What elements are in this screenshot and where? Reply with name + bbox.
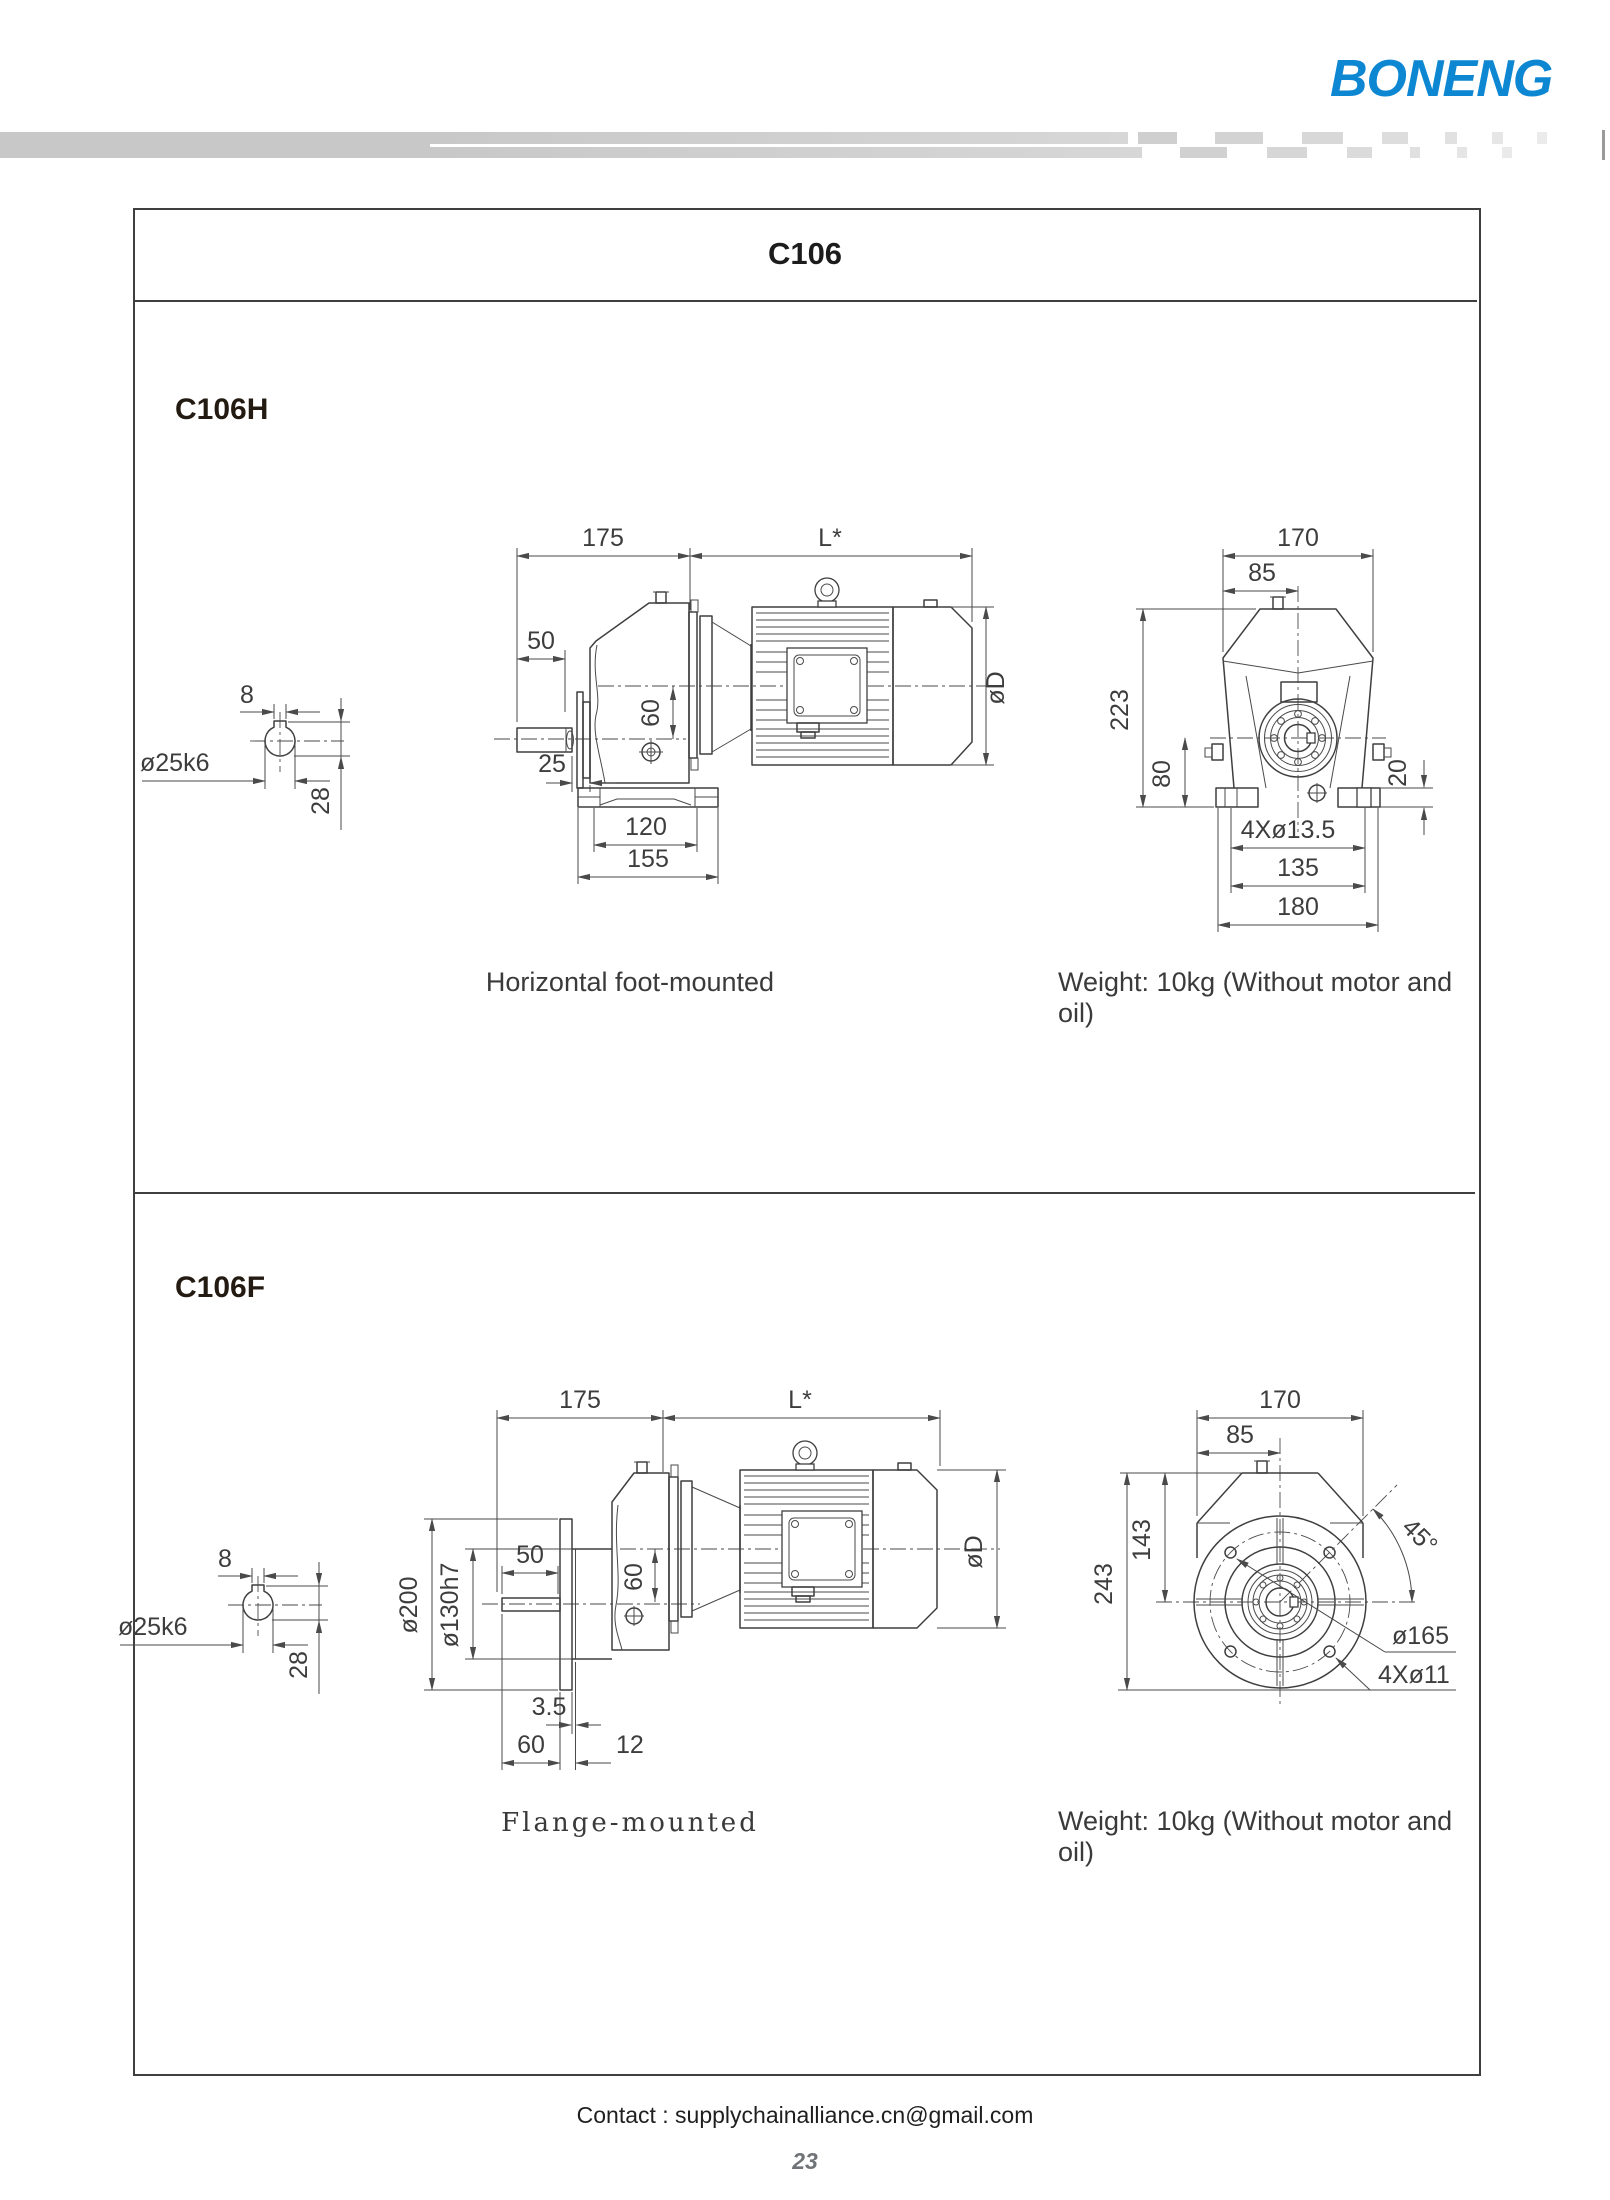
dim-h-hole-span: 135 (1277, 854, 1319, 882)
c106h-front-view-drawing (1106, 524, 1433, 932)
dim-f-shaft-diameter: ø25k6 (118, 1613, 188, 1641)
dim-h-gearbox-length: 175 (582, 524, 624, 552)
section-label-c106f: C106F (175, 1271, 266, 1304)
sheet-title: C106 (133, 208, 1477, 302)
dim-h-front-height: 223 (1106, 689, 1134, 731)
dim-h-motor-diameter: øD (982, 671, 1010, 705)
dim-h-shaft-length: 50 (527, 627, 555, 655)
boneng-logo: BONENG (1330, 50, 1553, 108)
c106h-side-view-drawing (494, 524, 1010, 884)
dim-h-foot-holes: 4Xø13.5 (1240, 816, 1336, 844)
c106f-side-view-drawing (395, 1386, 1006, 1770)
dim-f-spigot-diameter: ø130h7 (436, 1562, 464, 1648)
dim-h-key-width: 8 (240, 681, 254, 709)
caption-c106h-mounting: Horizontal foot-mounted (485, 967, 775, 997)
dim-f-shaft-length: 50 (516, 1541, 544, 1569)
dim-f-3-5: 3.5 (531, 1693, 567, 1721)
dim-f-bolt-angle: 45° (1396, 1513, 1443, 1560)
dim-f-shaft-height: 28 (285, 1651, 313, 1679)
footer-contact: Contact : supplychainalliance.cn@gmail.com (576, 2102, 1034, 2128)
caption-c106f-mounting: Flange-mounted (501, 1808, 759, 1838)
dim-h-front-width-half: 85 (1248, 559, 1276, 587)
dim-f-holes: 4Xø11 (1378, 1661, 1450, 1689)
dim-f-gearbox-length: 175 (559, 1386, 601, 1414)
caption-c106h-weight: Weight: 10kg (Without motor and oil) (1058, 967, 1453, 1028)
dim-f-axis-offset: 60 (620, 1563, 648, 1591)
c106f-shaft-detail-drawing (118, 1545, 328, 1694)
dim-f-front-width: 170 (1259, 1386, 1301, 1414)
section-label-c106h: C106H (175, 393, 269, 426)
dim-h-foot-width: 180 (1277, 893, 1319, 921)
dim-h-shaft-diameter: ø25k6 (140, 749, 210, 777)
c106f-front-view-drawing (1090, 1386, 1456, 1708)
dim-f-motor-diameter: øD (960, 1535, 988, 1569)
dim-h-motor-length: L* (818, 524, 842, 552)
dim-h-axis-offset: 60 (637, 699, 665, 727)
dim-f-flange-thickness: 12 (616, 1731, 644, 1759)
caption-c106f-weight: Weight: 10kg (Without motor and oil) (1058, 1806, 1453, 1867)
dim-f-key-width: 8 (218, 1545, 232, 1573)
dim-h-foot-length: 155 (627, 845, 669, 873)
dim-h-axis-height: 80 (1148, 760, 1176, 788)
dim-h-foot-hole-span: 120 (625, 813, 667, 841)
dim-f-bolt-circle: ø165 (1392, 1622, 1449, 1650)
dim-f-motor-length: L* (788, 1386, 812, 1414)
dim-h-foot-height: 20 (1384, 759, 1412, 787)
page-number: 23 (792, 2148, 818, 2174)
dim-f-axis-height: 143 (1128, 1519, 1156, 1561)
c106h-shaft-detail-drawing (140, 681, 350, 830)
dim-f-front-height: 243 (1090, 1563, 1118, 1605)
dim-h-front-width: 170 (1277, 524, 1319, 552)
dim-f-flange-diameter: ø200 (395, 1576, 423, 1634)
dim-f-front-width-half: 85 (1226, 1421, 1254, 1449)
dim-h-shaft-height: 28 (307, 787, 335, 815)
dim-h-25: 25 (538, 750, 566, 778)
dim-f-60: 60 (517, 1731, 545, 1759)
